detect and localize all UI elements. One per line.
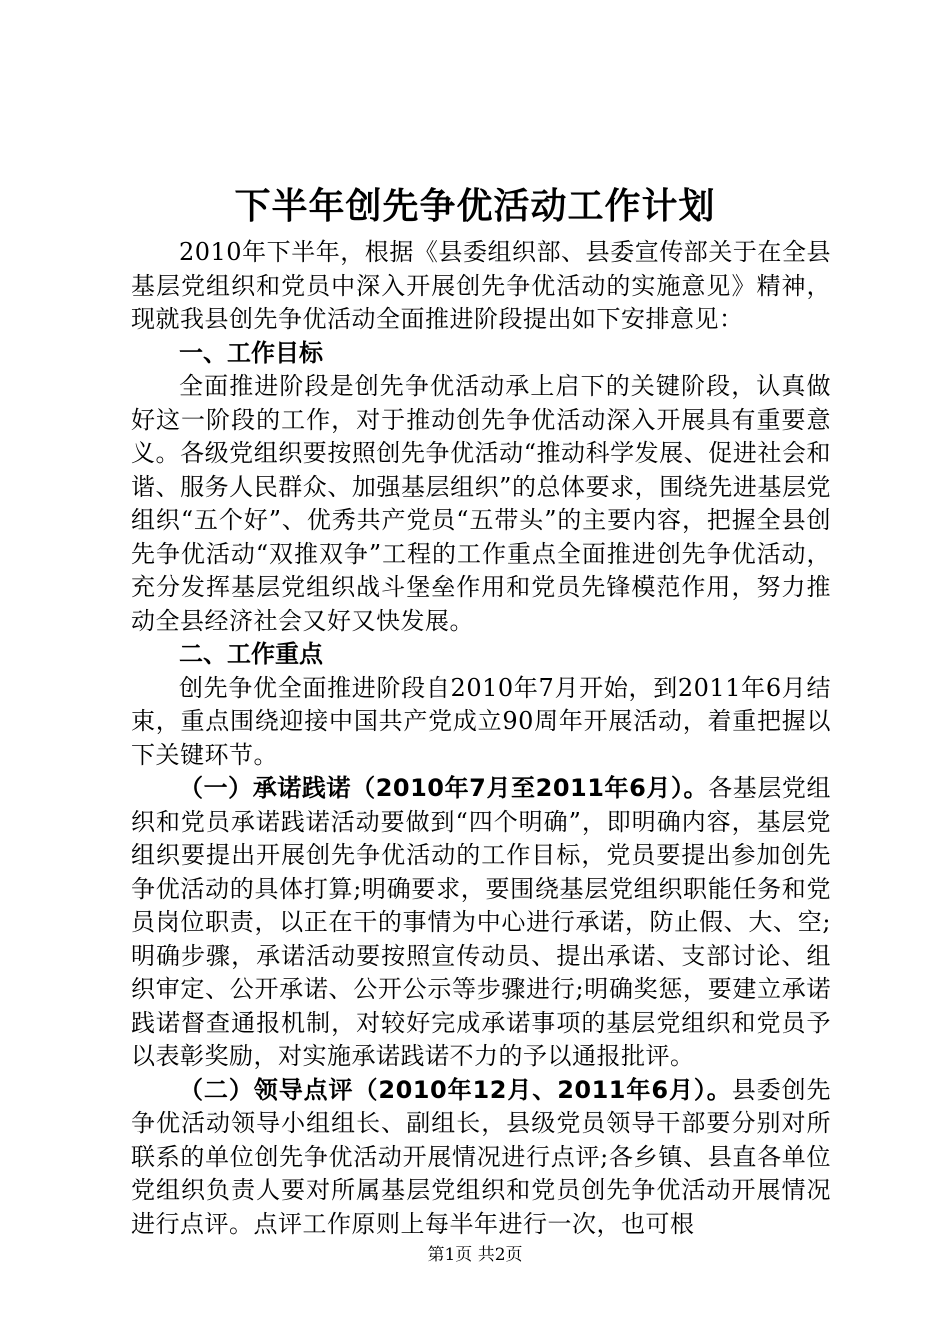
item-commitment-paragraph [131, 772, 831, 1074]
section-heading-focus: 二、工作重点 [179, 640, 323, 668]
item-review-paragraph [131, 1074, 831, 1242]
goals-paragraph: 全面推进阶段是创先争优活动承上启下的关键阶段，认真做好这一阶段的工作，对于推动创先争优活动深入开展具有重要意义。各级党组织要按照创先争优活动“推动科学发展、促进社会和谐、服务人民群众、加强基层组织”的总体要求，围绕先进基层党组织“五个好”、优秀共产党员“五带头”的主要内容，把握全县创先争优活动“双推双争”工程的工作重点全面推进创先争优活动，充分发挥基层党组织战斗堡垒作用和党员先锋模范作用，努力推动全县经济社会又好又快发展。 [131, 372, 831, 635]
page-number-footer: 第1页 共2页 [427, 1245, 523, 1265]
document-body [131, 236, 831, 1241]
item-commitment-lead: （一）承诺践诺（2010年7月至2011年6月）。 [179, 774, 709, 802]
item-commitment-text: 各基层党组织和党员承诺践诺活动要做到“四个明确”，即明确内容，基层党组织要提出开展创先争优活动的工作目标，党员要提出参加创先争优活动的具体打算;明确要求，要围绕基层党组织职能任务和党员岗位职责，以正在干的事情为中心进行承诺，防止假、大、空;明确步骤，承诺活动要按照宣传动员、提出承诺、支部讨论、组织审定、公开承诺、公开公示等步骤进行;明确奖惩，要建立承诺践诺督查通报机制，对较好完成承诺事项的基层党组织和党员予以表彰奖励，对实施承诺践诺不力的予以通报批评。 [131, 774, 832, 1070]
focus-paragraph: 创先争优全面推进阶段自2010年7月开始，到2011年6月结束，重点围绕迎接中国共产党成立90周年开展活动，着重把握以下关键环节。 [131, 673, 831, 769]
item-review-lead: （二）领导点评（2010年12月、2011年6月）。 [179, 1075, 732, 1104]
section-heading-goals: 一、工作目标 [179, 338, 323, 367]
item-review-text: 县委创先争优活动领导小组组长、副组长，县级党员领导干部要分别对所联系的单位创先争优活动开展情况进行点评;各乡镇、县直各单位党组织负责人要对所属基层党组织和党员创先争优活动开展情况进行点评。点评工作原则上每半年进行一次，也可根 [131, 1075, 832, 1238]
intro-paragraph: 2010年下半年，根据《县委组织部、县委宣传部关于在全县基层党组织和党员中深入开展创先争优活动的实施意见》精神，现就我县创先争优活动全面推进阶段提出如下安排意见： [131, 238, 831, 333]
document-title: 下半年创先争优活动工作计划 [234, 186, 716, 227]
